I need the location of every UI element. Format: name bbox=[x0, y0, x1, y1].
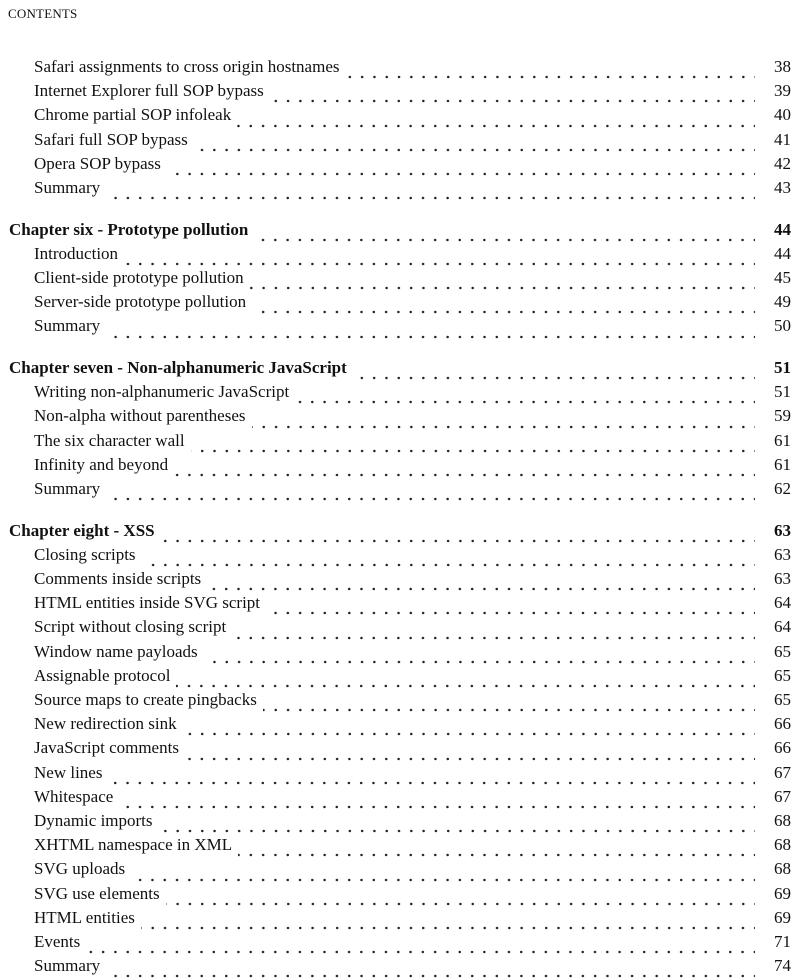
dot-leader bbox=[159, 817, 755, 835]
toc-entry-row[interactable] bbox=[0, 714, 801, 738]
toc-title: Whitespace bbox=[34, 786, 114, 806]
toc-title: Chapter seven - Non-alphanumeric JavaScript bbox=[9, 358, 347, 378]
dot-leader bbox=[204, 648, 755, 666]
toc-entry-row[interactable] bbox=[0, 316, 801, 340]
toc-title: Summary bbox=[34, 479, 101, 498]
toc-title: HTML entities bbox=[34, 907, 135, 927]
toc-page-number: 69 bbox=[774, 883, 791, 903]
toc-page-number: 64 bbox=[774, 593, 791, 613]
toc-page-number: 50 bbox=[774, 316, 791, 336]
toc-entry-row[interactable] bbox=[0, 455, 801, 479]
toc-page-number: 69 bbox=[774, 907, 791, 927]
dot-leader bbox=[86, 938, 755, 956]
dot-leader bbox=[124, 250, 755, 268]
table-of-contents bbox=[0, 57, 801, 980]
dot-leader bbox=[141, 914, 755, 932]
toc-title: Opera SOP bypass bbox=[34, 153, 161, 173]
toc-entry-row[interactable] bbox=[0, 835, 801, 859]
toc-page-number: 42 bbox=[774, 153, 791, 173]
toc-page-number: 66 bbox=[774, 714, 791, 734]
toc-page-number: 39 bbox=[774, 81, 791, 101]
toc-title: HTML entities inside SVG script bbox=[34, 593, 261, 613]
toc-page-number: 41 bbox=[774, 129, 791, 149]
dot-leader bbox=[252, 413, 756, 431]
toc-page-number: 74 bbox=[774, 956, 791, 976]
dot-leader bbox=[119, 793, 755, 811]
toc-entry-row[interactable] bbox=[0, 105, 801, 129]
toc-page-number: 59 bbox=[774, 406, 791, 426]
dot-leader bbox=[266, 599, 755, 617]
toc-page-number: 67 bbox=[774, 786, 791, 806]
toc-title: The six character wall bbox=[34, 430, 185, 450]
dot-leader bbox=[191, 437, 755, 455]
dot-leader bbox=[250, 274, 755, 292]
toc-title: New redirection sink bbox=[34, 714, 177, 734]
toc-page-number: 38 bbox=[774, 57, 791, 76]
toc-chapter-row[interactable] bbox=[0, 521, 801, 545]
dot-leader bbox=[174, 461, 755, 479]
dot-leader bbox=[106, 485, 755, 503]
toc-chapter-row[interactable] bbox=[0, 358, 801, 382]
dot-leader bbox=[161, 527, 755, 545]
toc-page-number: 51 bbox=[774, 358, 791, 378]
dot-leader bbox=[176, 672, 755, 690]
toc-title: Server-side prototype pollution bbox=[34, 292, 247, 312]
toc-entry-row[interactable] bbox=[0, 292, 801, 316]
toc-entry-row[interactable] bbox=[0, 763, 801, 787]
dot-leader bbox=[346, 63, 756, 81]
toc-entry-row[interactable] bbox=[0, 617, 801, 641]
toc-entry-row[interactable] bbox=[0, 268, 801, 292]
toc-page-number: 66 bbox=[774, 738, 791, 758]
dot-leader bbox=[185, 745, 755, 763]
toc-page-number: 51 bbox=[774, 382, 791, 402]
toc-entry-row[interactable] bbox=[0, 908, 801, 932]
toc-entry-row[interactable] bbox=[0, 932, 801, 956]
toc-title: Comments inside scripts bbox=[34, 569, 202, 589]
toc-page-number: 64 bbox=[774, 617, 791, 637]
toc-title: Chrome partial SOP infoleak bbox=[34, 105, 232, 125]
running-header: CONTENTS bbox=[8, 6, 78, 21]
toc-title: Safari assignments to cross origin hostnames bbox=[34, 57, 340, 76]
toc-title: Chapter six - Prototype pollution bbox=[9, 219, 249, 239]
dot-leader bbox=[131, 866, 755, 884]
toc-chapter-row[interactable] bbox=[0, 220, 801, 244]
toc-title: Assignable protocol bbox=[34, 665, 171, 685]
toc-entry-row[interactable] bbox=[0, 569, 801, 593]
toc-title: SVG use elements bbox=[34, 883, 160, 903]
toc-title: Client-side prototype pollution bbox=[34, 268, 244, 287]
dot-leader bbox=[106, 184, 755, 202]
toc-entry-row[interactable] bbox=[0, 956, 801, 980]
dot-leader bbox=[108, 769, 755, 787]
toc-page-number: 65 bbox=[774, 690, 791, 709]
toc-entry-row[interactable] bbox=[0, 178, 801, 202]
toc-entry-row[interactable] bbox=[0, 130, 801, 154]
toc-page-number: 63 bbox=[774, 520, 791, 540]
toc-entry-row[interactable] bbox=[0, 884, 801, 908]
toc-page-number: 68 bbox=[774, 859, 791, 879]
dot-leader bbox=[295, 388, 755, 406]
toc-page-number: 45 bbox=[774, 268, 791, 287]
toc-title: Events bbox=[34, 931, 81, 951]
toc-page-number: 65 bbox=[774, 665, 791, 685]
toc-entry-row[interactable] bbox=[0, 593, 801, 617]
toc-entry-row[interactable] bbox=[0, 642, 801, 666]
toc-title: XHTML namespace in XML bbox=[34, 835, 233, 855]
toc-page-number: 44 bbox=[774, 219, 791, 239]
toc-page-number: 63 bbox=[774, 569, 791, 589]
dot-leader bbox=[232, 624, 755, 642]
toc-page-number: 61 bbox=[774, 430, 791, 450]
toc-title: Closing scripts bbox=[34, 544, 136, 564]
toc-title: Summary bbox=[34, 956, 101, 976]
dot-leader bbox=[183, 720, 755, 738]
toc-page-number: 40 bbox=[774, 105, 791, 125]
dot-leader bbox=[142, 551, 755, 569]
toc-entry-row[interactable] bbox=[0, 787, 801, 811]
toc-entry-row[interactable] bbox=[0, 545, 801, 569]
toc-entry-row[interactable] bbox=[0, 859, 801, 883]
dot-leader bbox=[167, 160, 755, 178]
toc-entry-row[interactable] bbox=[0, 382, 801, 406]
toc-page-number: 62 bbox=[774, 479, 791, 498]
toc-title: Safari full SOP bypass bbox=[34, 129, 188, 149]
toc-title: JavaScript comments bbox=[34, 738, 179, 758]
toc-title: Summary bbox=[34, 177, 101, 197]
toc-page-number: 67 bbox=[774, 762, 791, 782]
toc-title: Internet Explorer full SOP bypass bbox=[34, 81, 264, 101]
toc-title: Source maps to create pingbacks bbox=[34, 690, 257, 709]
dot-leader bbox=[238, 841, 755, 859]
toc-entry-row[interactable] bbox=[0, 406, 801, 430]
toc-entry-row[interactable] bbox=[0, 81, 801, 105]
toc-title: Infinity and beyond bbox=[34, 454, 169, 474]
toc-page-number: 61 bbox=[774, 454, 791, 474]
dot-leader bbox=[106, 323, 755, 341]
toc-title: Writing non-alphanumeric JavaScript bbox=[34, 382, 290, 402]
dot-leader bbox=[263, 696, 755, 714]
dot-leader bbox=[252, 298, 755, 316]
toc-page-number: 44 bbox=[774, 243, 791, 263]
toc-title: Dynamic imports bbox=[34, 810, 153, 830]
toc-title: Window name payloads bbox=[34, 641, 198, 661]
toc-page-number: 63 bbox=[774, 544, 791, 564]
toc-page-number: 71 bbox=[774, 931, 791, 951]
toc-title: Summary bbox=[34, 316, 101, 336]
dot-leader bbox=[353, 364, 755, 382]
toc-title: Non-alpha without parentheses bbox=[34, 406, 246, 426]
toc-entry-row[interactable] bbox=[0, 690, 801, 714]
toc-entry-row[interactable] bbox=[0, 431, 801, 455]
dot-leader bbox=[106, 962, 755, 980]
toc-page-number: 49 bbox=[774, 292, 791, 312]
toc-entry-row[interactable] bbox=[0, 57, 801, 81]
toc-title: Script without closing script bbox=[34, 617, 227, 637]
dot-leader bbox=[194, 136, 755, 154]
toc-entry-row[interactable] bbox=[0, 479, 801, 503]
toc-entry-row[interactable] bbox=[0, 666, 801, 690]
toc-title: Introduction bbox=[34, 243, 119, 263]
dot-leader bbox=[207, 575, 755, 593]
toc-title: SVG uploads bbox=[34, 859, 126, 879]
toc-entry-row[interactable] bbox=[0, 154, 801, 178]
dot-leader bbox=[254, 226, 755, 244]
dot-leader bbox=[237, 112, 755, 130]
dot-leader bbox=[270, 87, 755, 105]
toc-page-number: 68 bbox=[774, 810, 791, 830]
toc-page-number: 68 bbox=[774, 835, 791, 855]
toc-title: Chapter eight - XSS bbox=[9, 520, 155, 540]
toc-page-number: 43 bbox=[774, 177, 791, 197]
toc-page-number: 65 bbox=[774, 641, 791, 661]
toc-title: New lines bbox=[34, 762, 103, 782]
toc-entry-row[interactable] bbox=[0, 811, 801, 835]
toc-entry-row[interactable] bbox=[0, 244, 801, 268]
dot-leader bbox=[166, 890, 755, 908]
toc-entry-row[interactable] bbox=[0, 738, 801, 762]
